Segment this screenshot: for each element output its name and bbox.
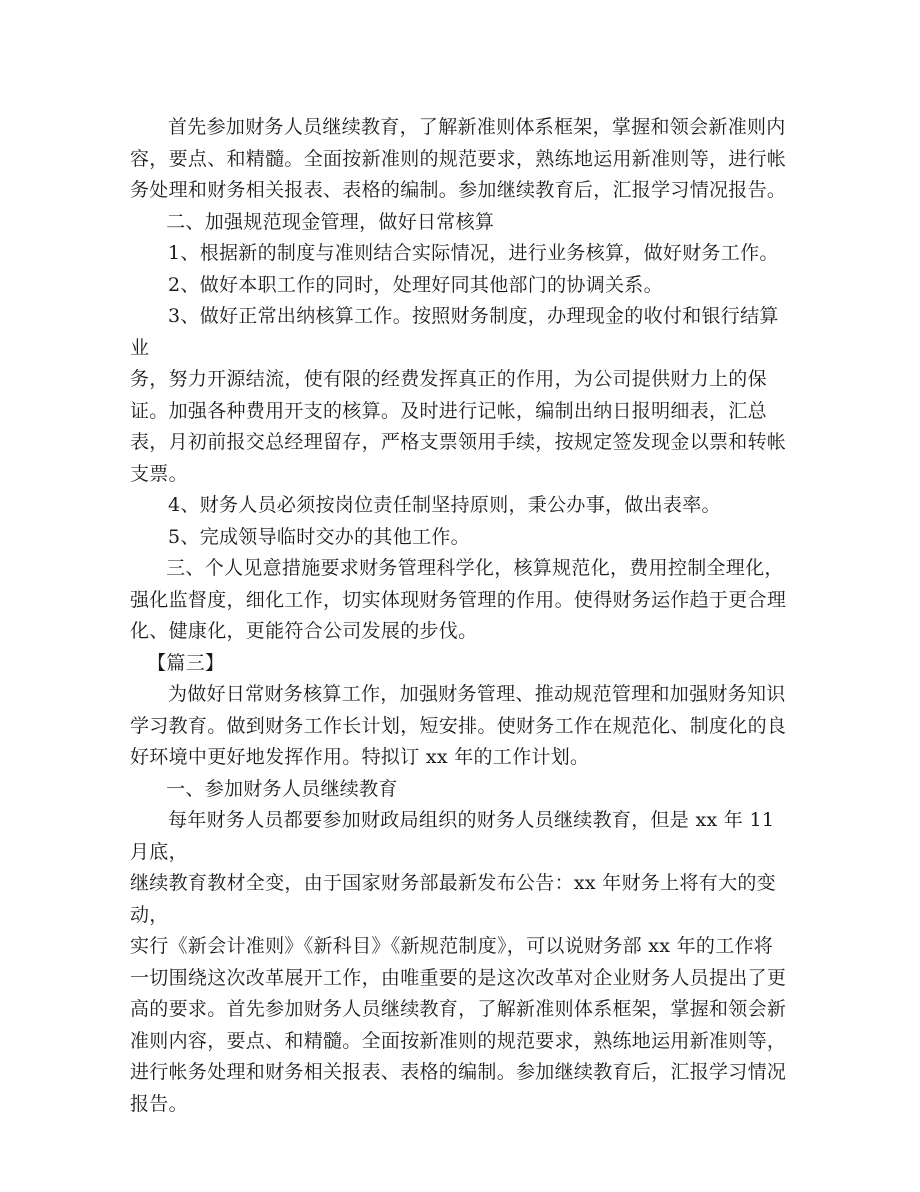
paragraph-annual-education-line1: 每年财务人员都要参加财政局组织的财务人员继续教育，但是 xx 年 11 月底， (130, 809, 775, 863)
document-body (130, 112, 790, 1120)
list-item-1: 1、根据新的制度与准则结合实际情况，进行业务核算，做好财务工作。 (168, 242, 779, 264)
list-item-3: 3、做好正常出纳核算工作。按照财务制度，办理现金的收付和银行结算业 (130, 305, 779, 359)
section-heading-cash-management: 二、加强规范现金管理，做好日常核算 (166, 210, 495, 233)
list-item-5: 5、完成领导临时交办的其他工作。 (168, 525, 470, 548)
paragraph-work-plan-intro: 为做好日常财务核算工作，加强财务管理、推动规范管理和加强财务知识学习教育。做到财务工作长计划，短安排。使财务工作在规范化、制度化的良好环境中更好地发挥作用。特拟订 xx 年的工作计划。 (130, 683, 787, 768)
section-heading-personal-suggestions: 三、个人见意措施要求财务管理科学化，核算规范化，费用控制全理化，强化监督度，细化工作，切实体现财务管理的作用。使得财务运作趋于更合理化、健康化，更能符合公司发展的步伐。 (130, 557, 787, 642)
section-heading-continuing-education: 一、参加财务人员继续教育 (166, 777, 398, 800)
list-item-2: 2、做好本职工作的同时，处理好同其他部门的协调关系。 (168, 273, 663, 296)
list-item-3-continued: 务，努力开源结流，使有限的经费发挥真正的作用，为公司提供财力上的保证。加强各种费用开支的核算。及时进行记帐，编制出纳日报明细表，汇总表，月初前报交总经理留存，严格支票领用手续，按规定签发现金以票和转帐支票。 (130, 368, 787, 485)
paragraph-annual-education-rest: 实行《新会计准则》《新科目》《新规范制度》，可以说财务部 xx 年的工作将一切围绕这次改革展开工作，由唯重要的是这次改革对企业财务人员提出了更高的要求。首先参加财务人员继续教育，了解新准则体系框架，掌握和领会新准则内容，要点、和精髓。全面按新准则的规范要求，熟练地运用新准则等，进行帐务处理和财务相关报表、表格的编制。参加继续教育后，汇报学习情况报告。 (130, 935, 787, 1115)
list-item-4: 4、财务人员必须按岗位责任制坚持原则，秉公办事，做出表率。 (168, 494, 721, 516)
paragraph-annual-education-line2: 继续教育教材全变，由于国家财务部最新发布公告：xx 年财务上将有大的变动， (130, 872, 776, 926)
paragraph-continuing-education-intro: 首先参加财务人员继续教育，了解新准则体系框架，掌握和领会新准则内容，要点、和精髓。全面按新准则的规范要求，熟练地运用新准则等，进行帐务处理和财务相关报表、表格的编制。参加继续教育后，汇报学习情况报告。 (130, 116, 787, 201)
chapter-heading-part-three: 【篇三】 (147, 651, 225, 674)
